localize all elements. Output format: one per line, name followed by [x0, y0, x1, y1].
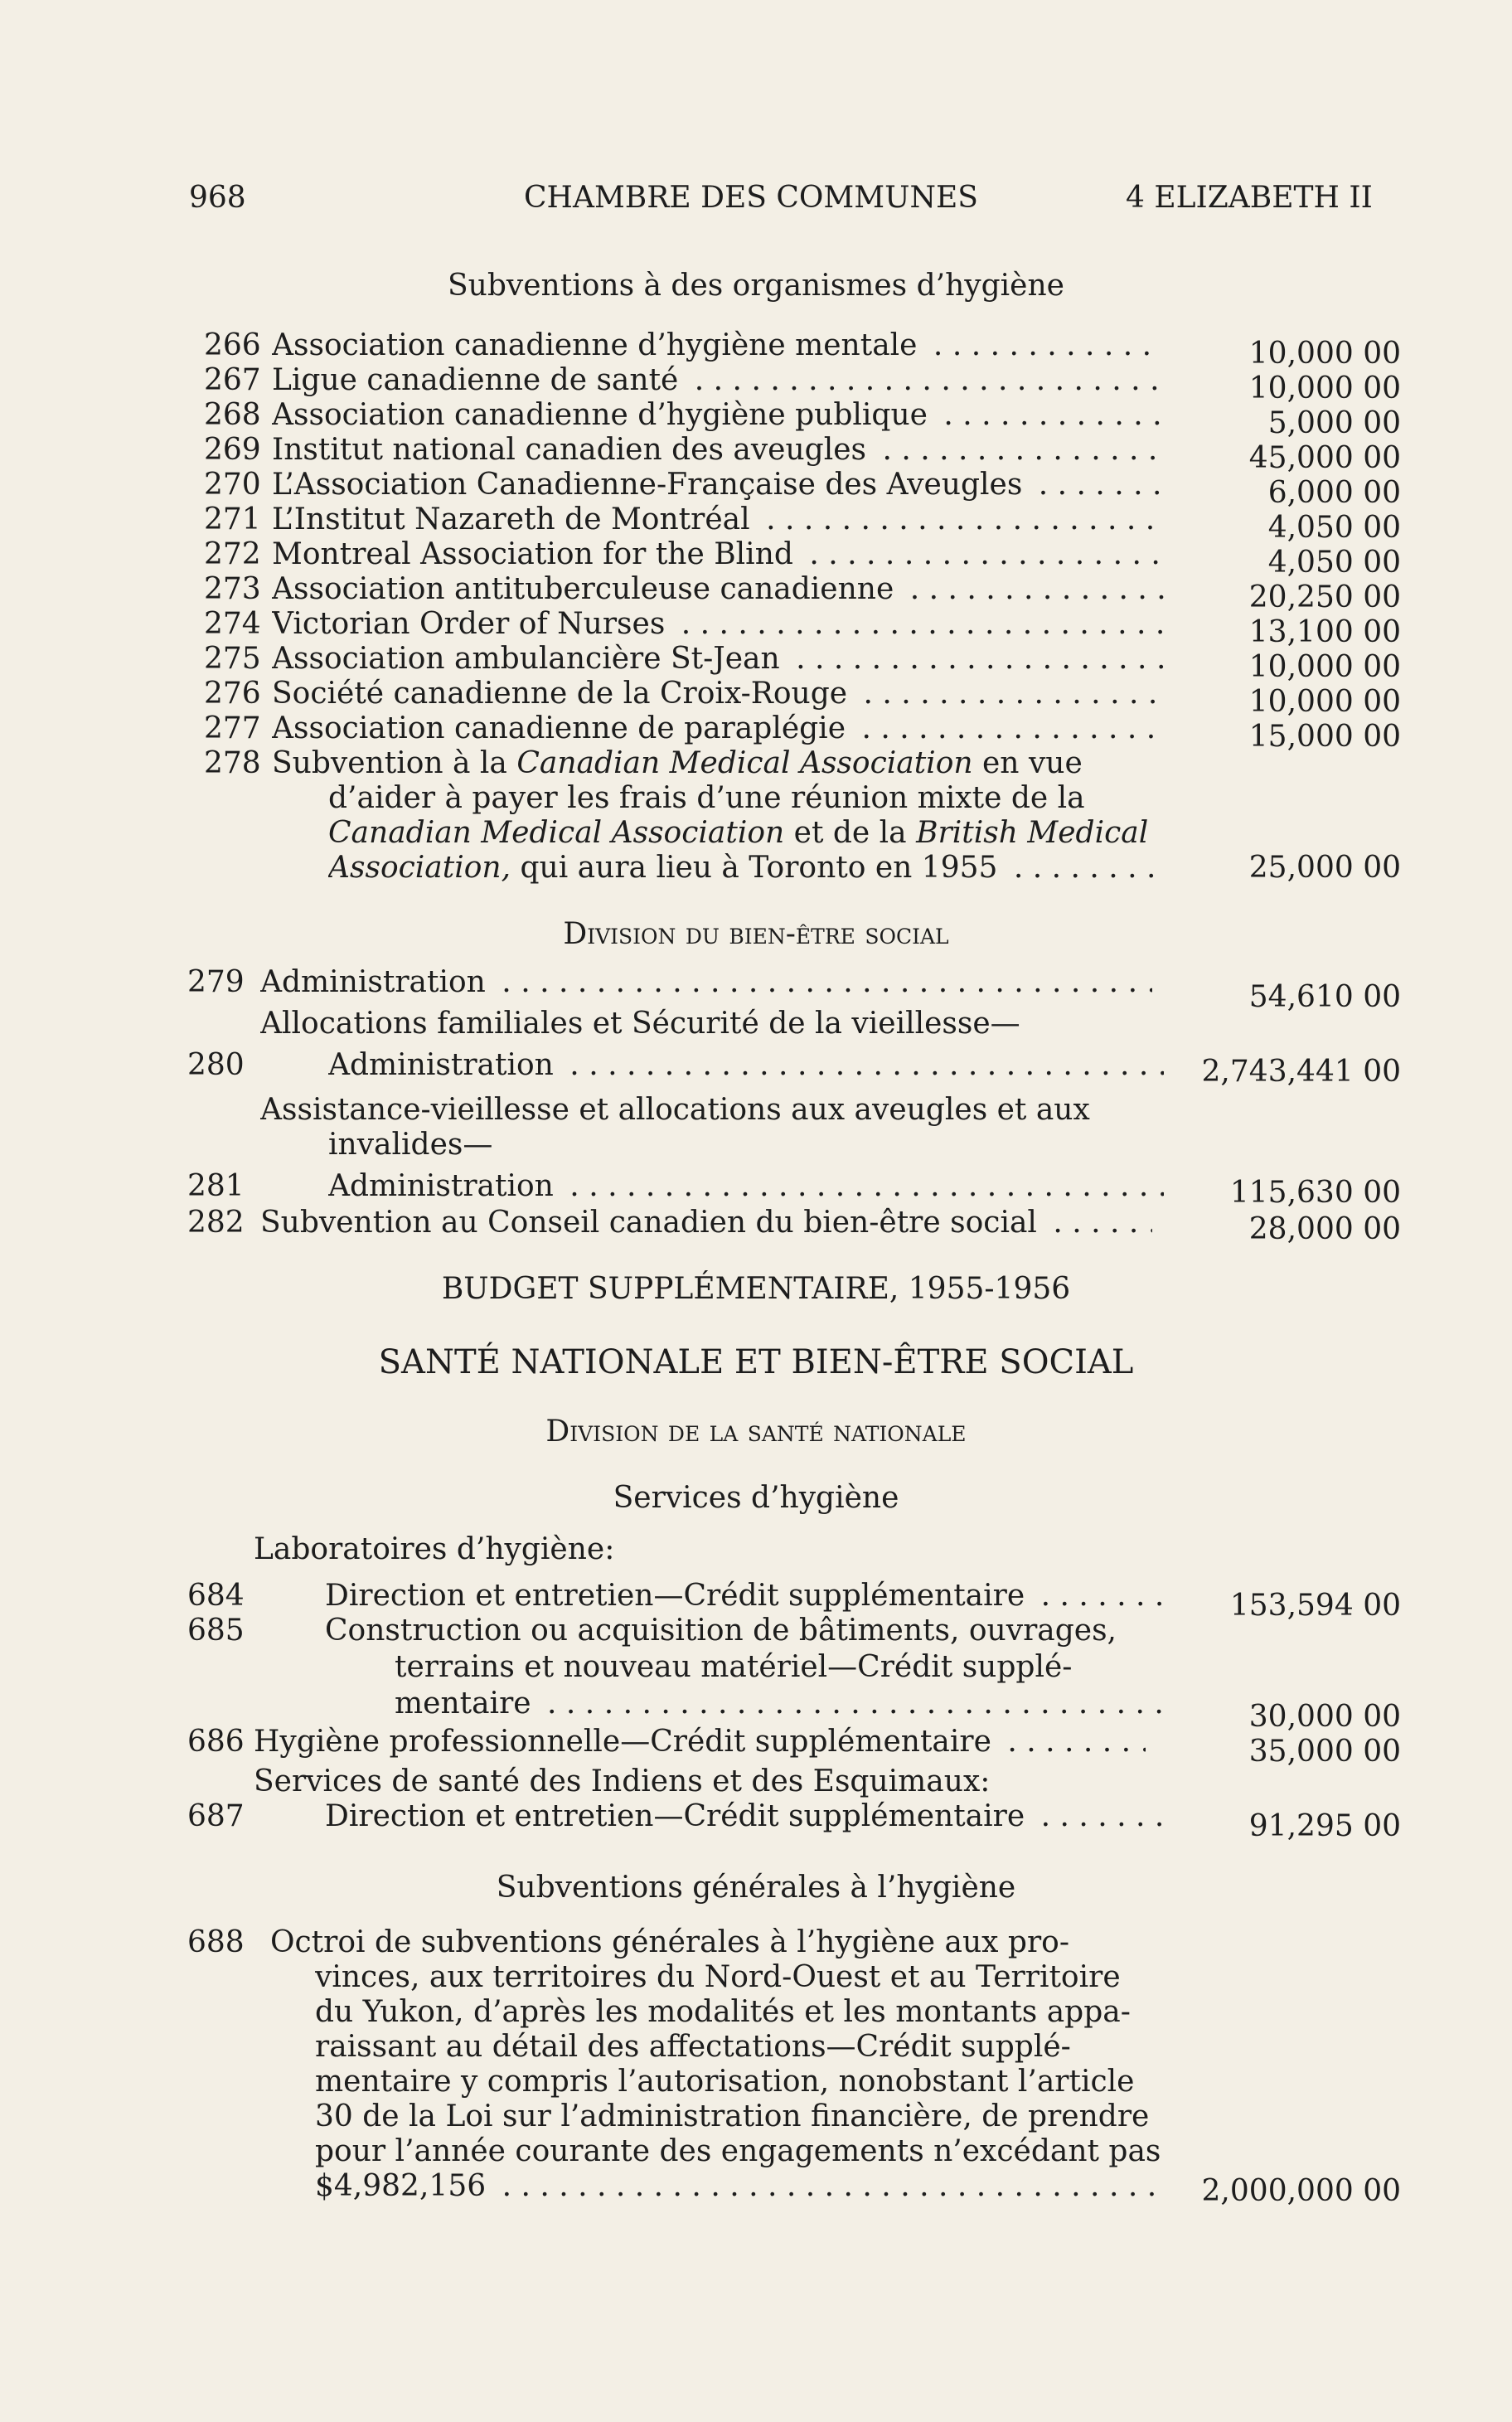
- item-279: [0, 965, 1512, 1014]
- item-text: Octroi de subventions générales à l’hygiène aux pro-: [270, 1925, 1069, 1959]
- subsection-label: Assistance-vieillesse et allocations aux aveugles et aux: [260, 1093, 1090, 1127]
- item-amount: 10,000 00: [1248, 685, 1401, 719]
- list-item: [0, 607, 1512, 649]
- item-text-line: [0, 1925, 1512, 1960]
- item-text: Association canadienne de paraplégie . . .: [272, 711, 1164, 746]
- item-text: Administration . . .: [328, 1048, 1164, 1083]
- item-text: Association, qui aura lieu à Toronto en 1955 . . .: [328, 851, 1164, 886]
- list-item: [0, 468, 1512, 510]
- item-text: Direction et entretien—Crédit supplémentaire . . .: [325, 1799, 1164, 1834]
- item-text: Construction ou acquisition de bâtiments, ouvrages,: [325, 1614, 1117, 1648]
- item-text: Direction et entretien—Crédit supplémentaire . . .: [325, 1579, 1164, 1614]
- list-item: [0, 502, 1512, 545]
- item-text: Administration . . .: [260, 965, 1152, 1000]
- item-number: 278: [204, 746, 261, 780]
- item-number: 282: [187, 1206, 245, 1240]
- item-text: vinces, aux territoires du Nord-Ouest et au Territoire: [315, 1960, 1121, 1994]
- item-text: Association antituberculeuse canadienne . . .: [272, 572, 1164, 607]
- item-amount: 45,000 00: [1248, 441, 1401, 475]
- item-amount: 6,000 00: [1267, 476, 1401, 510]
- item-text-line: [0, 2099, 1512, 2134]
- list-item: [0, 537, 1512, 580]
- item-text: $4,982,156 . . .: [315, 2169, 1164, 2204]
- item-amount: 2,000,000 00: [1201, 2174, 1401, 2208]
- subsection-label: Services de santé des Indiens et des Esquimaux:: [254, 1764, 991, 1798]
- item-number: 685: [187, 1614, 245, 1648]
- item-amount: 153,594 00: [1229, 1589, 1401, 1623]
- item-amount: 28,000 00: [1248, 1212, 1401, 1246]
- item-686: [0, 1725, 1512, 1769]
- item-number: 266: [204, 328, 261, 362]
- item-amount: 4,050 00: [1267, 511, 1401, 545]
- list-item: [0, 572, 1512, 614]
- list-item: [0, 642, 1512, 684]
- item-number: 272: [204, 537, 261, 571]
- item-amount: 2,743,441 00: [1201, 1055, 1401, 1089]
- item-text: d’aider à payer les frais d’une réunion mixte de la: [328, 781, 1085, 815]
- section-heading: Division de la santé nationale: [545, 1415, 967, 1449]
- item-text: Ligue canadienne de santé . . .: [272, 363, 1164, 398]
- item-text: Association canadienne d’hygiène mentale . . .: [272, 328, 1164, 363]
- list-item: [0, 398, 1512, 440]
- item-amount: 91,295 00: [1248, 1809, 1401, 1843]
- item-amount: 115,630 00: [1229, 1176, 1401, 1210]
- item-number: 277: [204, 711, 261, 745]
- item-text: Association canadienne d’hygiène publique . . .: [272, 398, 1164, 433]
- item-text: Subvention au Conseil canadien du bien-être social . . .: [260, 1206, 1152, 1240]
- item-amount: 15,000 00: [1248, 720, 1401, 754]
- item-text: Victorian Order of Nurses . . .: [272, 607, 1164, 642]
- item-amount: 20,250 00: [1248, 580, 1401, 614]
- subsection-label: Allocations familiales et Sécurité de la vieillesse—: [260, 1007, 1020, 1041]
- item-text-line: [0, 2065, 1512, 2099]
- item-number: 268: [204, 398, 261, 432]
- item-number: 274: [204, 607, 261, 641]
- item-number: 687: [187, 1799, 245, 1833]
- item-text: Association ambulancière St-Jean . . .: [272, 642, 1164, 677]
- item-text: Canadian Medical Association et de la British Medical: [328, 816, 1149, 850]
- section-heading: Subventions à des organismes d’hygiène: [448, 269, 1064, 303]
- item-number: 280: [187, 1048, 245, 1082]
- item-text: Administration . . .: [328, 1169, 1164, 1204]
- item-687: [0, 1799, 1512, 1843]
- item-text-line: [0, 2030, 1512, 2065]
- section-heading: SANTÉ NATIONALE ET BIEN-ÊTRE SOCIAL: [378, 1343, 1134, 1381]
- item-amount: 35,000 00: [1248, 1735, 1401, 1769]
- item-text: Hygiène professionnelle—Crédit supplémentaire . . .: [254, 1725, 1146, 1759]
- item-684: [0, 1579, 1512, 1623]
- page-title: CHAMBRE DES COMMUNES: [524, 181, 978, 215]
- item-amount: 13,100 00: [1248, 615, 1401, 649]
- item-amount: 54,610 00: [1248, 980, 1401, 1014]
- item-number: 684: [187, 1579, 245, 1613]
- item-amount: 5,000 00: [1267, 406, 1401, 440]
- item-text: Subvention à la Canadian Medical Association en vue: [272, 746, 1083, 780]
- item-number: 275: [204, 642, 261, 676]
- list-item: [0, 711, 1512, 754]
- item-text-line: [0, 1995, 1512, 2030]
- item-number: 279: [187, 965, 245, 999]
- item-282: [0, 1206, 1512, 1246]
- item-text: mentaire . . .: [395, 1687, 1164, 1721]
- item-text: Montreal Association for the Blind . . .: [272, 537, 1164, 572]
- list-item: [0, 677, 1512, 719]
- item-text: L’Institut Nazareth de Montréal . . .: [272, 502, 1164, 537]
- item-number: 269: [204, 433, 261, 467]
- item-text: raissant au détail des affectations—Crédit supplé-: [315, 2030, 1071, 2064]
- item-amount: 10,000 00: [1248, 371, 1401, 405]
- item-number: 688: [187, 1925, 245, 1959]
- item-text: pour l’année courante des engagements n’excédant pas: [315, 2134, 1161, 2168]
- item-text: 30 de la Loi sur l’administration financière, de prendre: [315, 2099, 1150, 2133]
- item-281: [0, 1169, 1512, 1210]
- list-item: [0, 328, 1512, 371]
- item-amount: 10,000 00: [1248, 337, 1401, 371]
- item-amount: 10,000 00: [1248, 650, 1401, 684]
- subsection-label: invalides—: [328, 1128, 493, 1162]
- item-amount: 4,050 00: [1267, 546, 1401, 580]
- item-text-line: [0, 2169, 1512, 2208]
- list-item: [0, 363, 1512, 405]
- item-number: 267: [204, 363, 261, 397]
- item-number: 270: [204, 468, 261, 502]
- reign-label: 4 ELIZABETH II: [1126, 181, 1373, 215]
- section-heading: Subventions générales à l’hygiène: [496, 1871, 1016, 1905]
- item-number: 271: [204, 502, 261, 536]
- item-text-line: [0, 2134, 1512, 2169]
- section-heading: Services d’hygiène: [613, 1481, 899, 1515]
- item-number: 686: [187, 1725, 245, 1759]
- item-text-line: [0, 1960, 1512, 1995]
- list-item: [0, 433, 1512, 475]
- item-text: Institut national canadien des aveugles . . .: [272, 433, 1164, 468]
- item-text: mentaire y compris l’autorisation, nonobstant l’article: [315, 2065, 1135, 2099]
- item-text: Société canadienne de la Croix-Rouge . . .: [272, 677, 1164, 711]
- item-text: L’Association Canadienne-Française des Aveugles . . .: [272, 468, 1164, 502]
- section-heading: BUDGET SUPPLÉMENTAIRE, 1955-1956: [441, 1272, 1071, 1306]
- item-280: [0, 1048, 1512, 1089]
- item-text: terrains et nouveau matériel—Crédit supplé-: [395, 1650, 1073, 1684]
- item-number: 281: [187, 1169, 245, 1203]
- item-amount: 25,000 00: [1248, 851, 1401, 885]
- section-heading: Division du bien-être social: [563, 917, 949, 951]
- item-amount: 30,000 00: [1248, 1700, 1401, 1734]
- item-text: du Yukon, d’après les modalités et les montants appa-: [315, 1995, 1131, 2029]
- subsection-label: Laboratoires d’hygiène:: [254, 1532, 615, 1566]
- page-number: 968: [189, 181, 246, 215]
- item-number: 273: [204, 572, 261, 606]
- item-number: 276: [204, 677, 261, 711]
